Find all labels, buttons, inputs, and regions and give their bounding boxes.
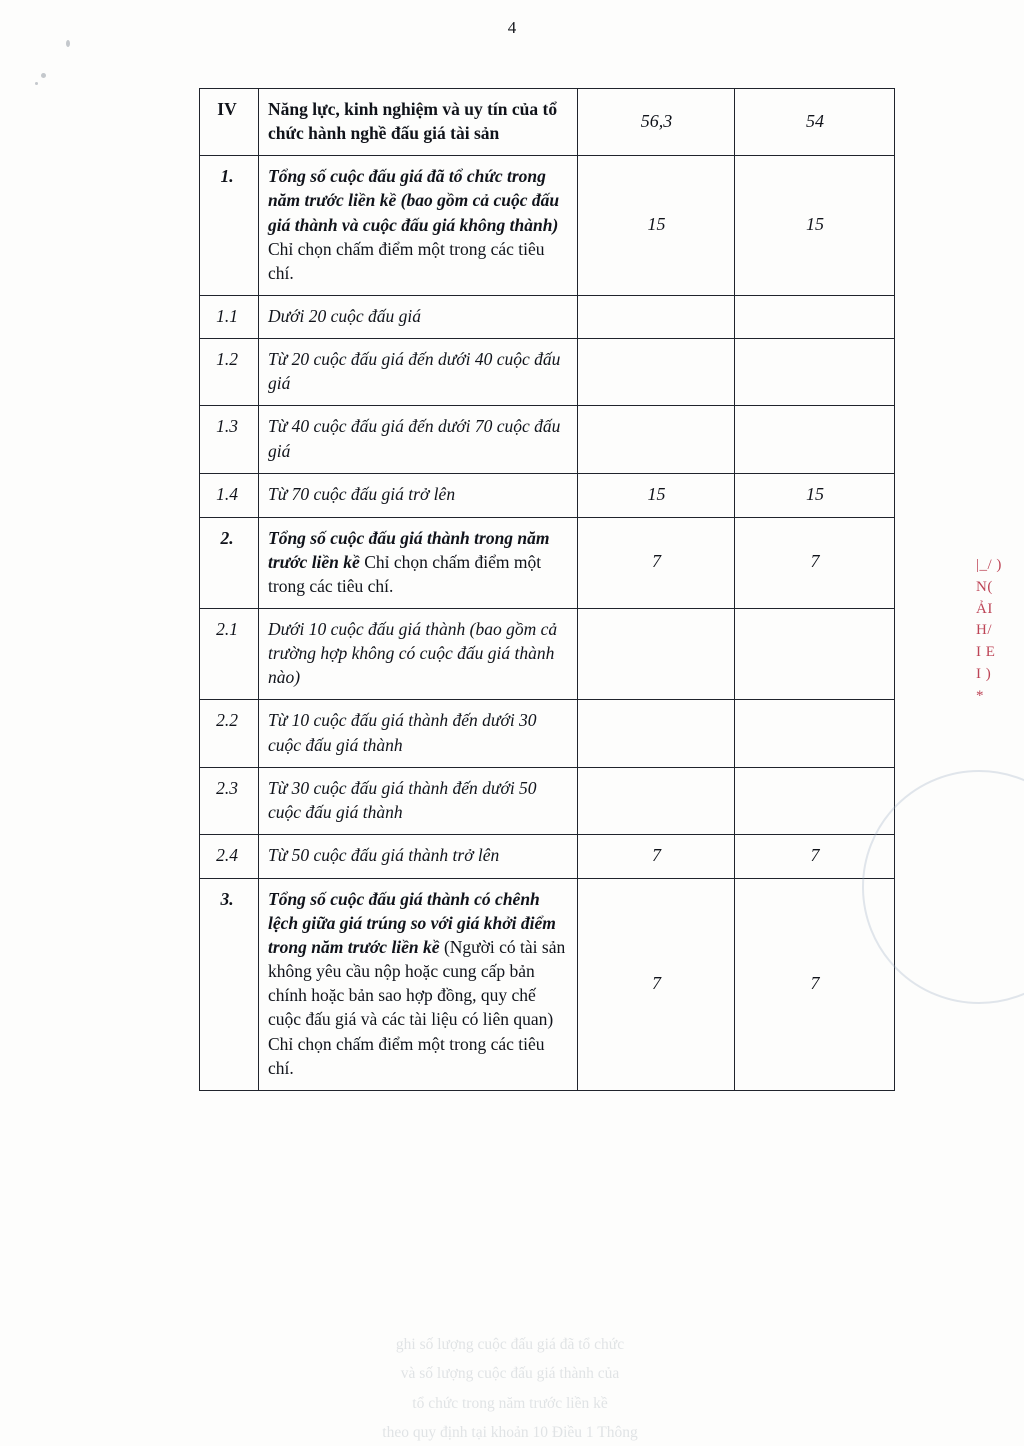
row-score-self [578, 767, 735, 834]
row-index: 2.4 [200, 834, 259, 878]
row-score-self: 15 [578, 473, 735, 517]
criteria-text: Từ 10 cuộc đấu giá thành đến dưới 30 cuộc đấu giá thành [268, 710, 537, 755]
table-body [200, 89, 895, 1091]
row-criteria [259, 295, 578, 338]
row-score-verified [735, 767, 895, 834]
row-score-self [578, 339, 735, 406]
criteria-scoring-table [199, 88, 895, 1091]
row-index: 1.2 [200, 339, 259, 406]
row-criteria [259, 517, 578, 608]
criteria-text: Tổng số cuộc đấu giá thành trong năm trước liền kề [268, 527, 550, 572]
table-row [200, 406, 895, 473]
stamp-line: H/ [976, 622, 992, 639]
row-criteria [259, 834, 578, 878]
table-row [200, 608, 895, 699]
row-index: 2.1 [200, 608, 259, 699]
table-row [200, 473, 895, 517]
row-criteria [259, 608, 578, 699]
stamp-line: ẢI [976, 600, 993, 617]
row-score-self: 7 [578, 517, 735, 608]
row-criteria [259, 156, 578, 296]
criteria-text: Từ 70 cuộc đấu giá trở lên [268, 483, 456, 504]
row-score-verified: 7 [735, 878, 895, 1090]
row-score-verified: 54 [735, 89, 895, 156]
stamp-line: |_/ ) [976, 557, 1002, 573]
scan-speck [35, 82, 38, 85]
criteria-text: Tổng số cuộc đấu giá đã tổ chức trong năm trước liền kề (bao gồm cả cuộc đấu giá thành và cuộc đấu giá không thành) [268, 166, 560, 235]
criteria-note: (Người có tài sản không yêu cầu nộp hoặc cung cấp bản chính hoặc bản sao hợp đồng, quy chế cuộc đấu giá và các tài liệu có liên quan) Chỉ chọn chấm điểm một trong các tiêu chí. [268, 937, 566, 1078]
bleed-line: tổ chức trong năm trước liền kề [412, 1394, 608, 1412]
stamp-line: * [976, 687, 984, 704]
row-index: IV [200, 89, 259, 156]
row-score-self [578, 295, 735, 338]
criteria-text: Từ 40 cuộc đấu giá đến dưới 70 cuộc đấu giá [268, 416, 561, 461]
table-row [200, 767, 895, 834]
row-score-self: 7 [578, 878, 735, 1090]
row-score-verified: 15 [735, 473, 895, 517]
row-criteria [259, 700, 578, 767]
row-criteria [259, 89, 578, 156]
criteria-text: Năng lực, kinh nghiệm và uy tín của tổ chức hành nghề đấu giá tài sản [268, 99, 558, 144]
stamp-line: I ) [976, 665, 992, 682]
row-score-verified: 7 [735, 834, 895, 878]
row-index: 1.1 [200, 295, 259, 338]
table-row [200, 834, 895, 878]
row-score-self: 15 [578, 156, 735, 296]
row-index: 1.3 [200, 406, 259, 473]
row-index: 2. [200, 517, 259, 608]
row-score-self: 56,3 [578, 89, 735, 156]
row-criteria [259, 767, 578, 834]
bleed-through-text [230, 1330, 790, 1448]
row-score-verified [735, 700, 895, 767]
criteria-text: Từ 20 cuộc đấu giá đến dưới 40 cuộc đấu giá [268, 349, 561, 394]
table-row [200, 89, 895, 156]
row-score-verified [735, 406, 895, 473]
criteria-note: Chỉ chọn chấm điểm một trong các tiêu chí. [268, 551, 542, 596]
table-row [200, 295, 895, 338]
stamp-line: I E [976, 644, 996, 660]
row-criteria [259, 406, 578, 473]
bleed-line: ghi số lượng cuộc đấu giá đã tổ chức [395, 1336, 625, 1353]
row-index: 1. [200, 156, 259, 296]
row-score-verified [735, 295, 895, 338]
scan-speck [41, 73, 46, 78]
row-criteria [259, 473, 578, 517]
row-index: 3. [200, 878, 259, 1090]
stamp-line: N( [976, 578, 993, 595]
row-criteria [259, 878, 578, 1090]
scan-speck [66, 40, 70, 47]
table-row [200, 878, 895, 1090]
row-score-self [578, 608, 735, 699]
criteria-text: Dưới 10 cuộc đấu giá thành (bao gồm cả trường hợp không có cuộc đấu giá thành nào) [268, 618, 558, 688]
stamp-fragment [976, 555, 1016, 707]
row-index: 2.3 [200, 767, 259, 834]
criteria-note: Chỉ chọn chấm điểm một trong các tiêu chí. [268, 238, 545, 283]
row-score-verified [735, 339, 895, 406]
criteria-text: Tổng số cuộc đấu giá thành có chênh lệch giữa giá trúng so với giá khởi điểm trong năm trước liền kề [268, 888, 556, 958]
criteria-text: Từ 50 cuộc đấu giá thành trở lên [268, 844, 500, 865]
row-index: 1.4 [200, 473, 259, 517]
row-score-verified: 7 [735, 517, 895, 608]
row-index: 2.2 [200, 700, 259, 767]
row-score-self [578, 700, 735, 767]
bleed-line: theo quy định tại khoản 10 Điều 1 Thông [382, 1424, 638, 1442]
bleed-line: và số lượng cuộc đấu giá thành của [400, 1365, 620, 1383]
criteria-text: Dưới 20 cuộc đấu giá [268, 305, 422, 326]
row-score-self: 7 [578, 834, 735, 878]
table-row [200, 700, 895, 767]
table-row [200, 339, 895, 406]
table-row [200, 156, 895, 296]
row-criteria [259, 339, 578, 406]
page-number: 4 [507, 18, 517, 37]
row-score-self [578, 406, 735, 473]
row-score-verified: 15 [735, 156, 895, 296]
row-score-verified [735, 608, 895, 699]
table-row [200, 517, 895, 608]
criteria-text: Từ 30 cuộc đấu giá thành đến dưới 50 cuộc đấu giá thành [268, 777, 537, 822]
